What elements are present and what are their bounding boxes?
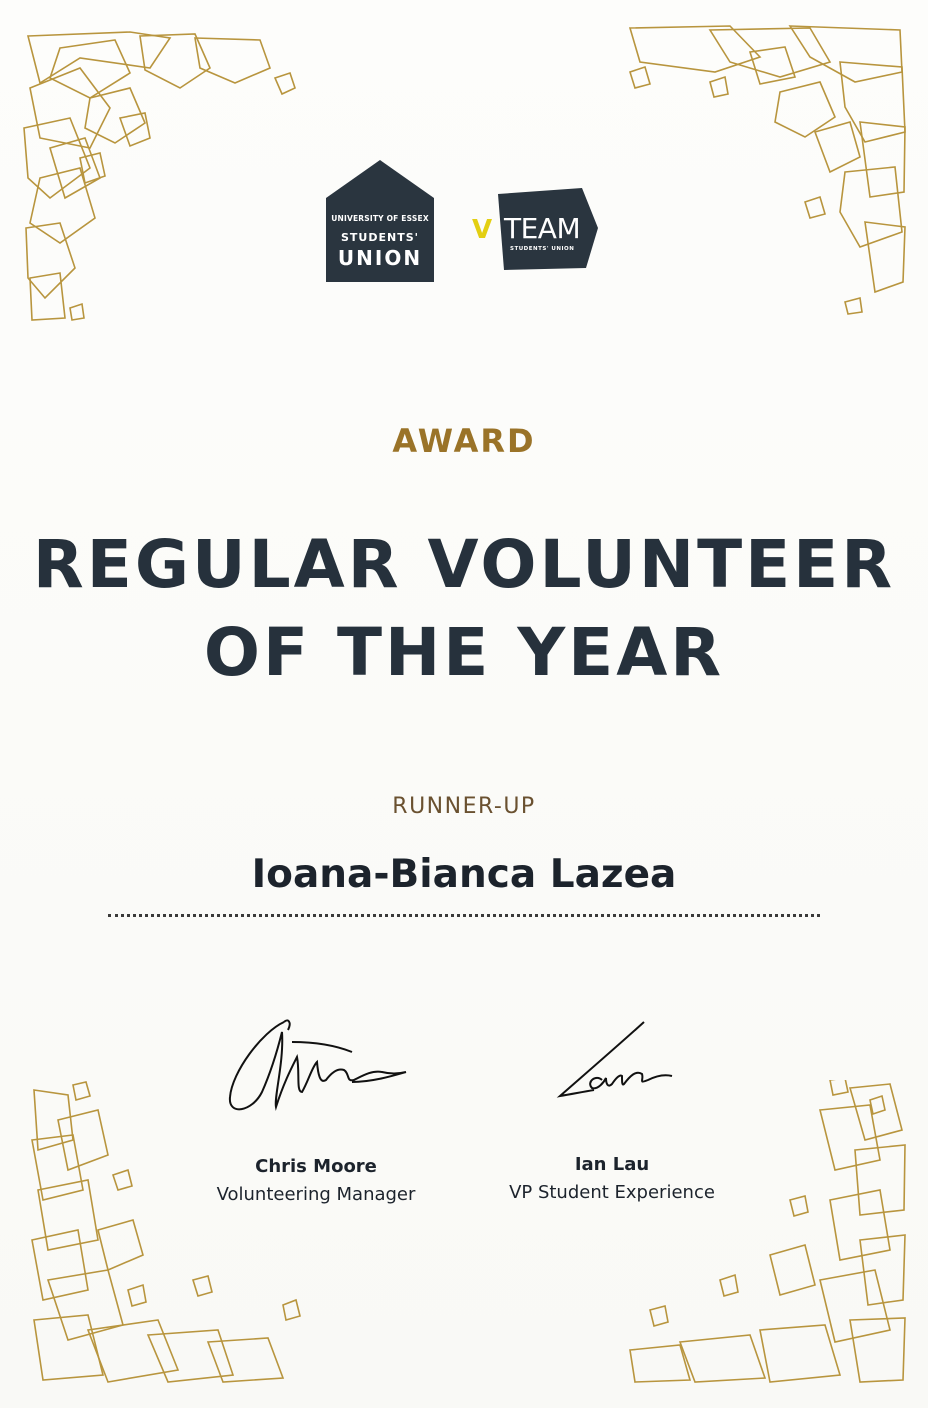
signatory-1-name: Chris Moore — [255, 1156, 377, 1177]
corner-ornament-bottom-right-icon — [620, 1080, 910, 1390]
su-logo-line3: UNION — [337, 246, 423, 270]
vteam-subtext: STUDENTS' UNION — [510, 246, 575, 252]
vteam-logo — [470, 188, 600, 270]
dotted-divider — [108, 914, 820, 917]
award-label: AWARD — [392, 422, 536, 460]
vteam-v-letter: V — [472, 215, 493, 245]
corner-ornament-bottom-left-icon — [28, 1080, 308, 1390]
signature-chris-moore-icon — [222, 1012, 412, 1122]
vteam-team-text: TEAM — [504, 212, 581, 245]
award-title-line1: REGULAR VOLUNTEER — [32, 526, 896, 603]
su-logo-line1: UNIVERSITY OF ESSEX — [331, 214, 429, 223]
signatory-2-name: Ian Lau — [574, 1154, 650, 1175]
signature-ian-lau-icon — [552, 1018, 676, 1106]
recipient-name: Ioana-Bianca Lazea — [251, 852, 677, 897]
logo-bar — [0, 158, 928, 288]
students-union-logo — [326, 158, 434, 284]
signatory-1-role: Volunteering Manager — [216, 1184, 416, 1205]
award-title-line2: OF THE YEAR — [203, 614, 725, 691]
su-logo-line2: STUDENTS' — [340, 231, 419, 244]
signatory-2-role: VP Student Experience — [509, 1182, 715, 1203]
placement-label: RUNNER-UP — [392, 794, 536, 819]
